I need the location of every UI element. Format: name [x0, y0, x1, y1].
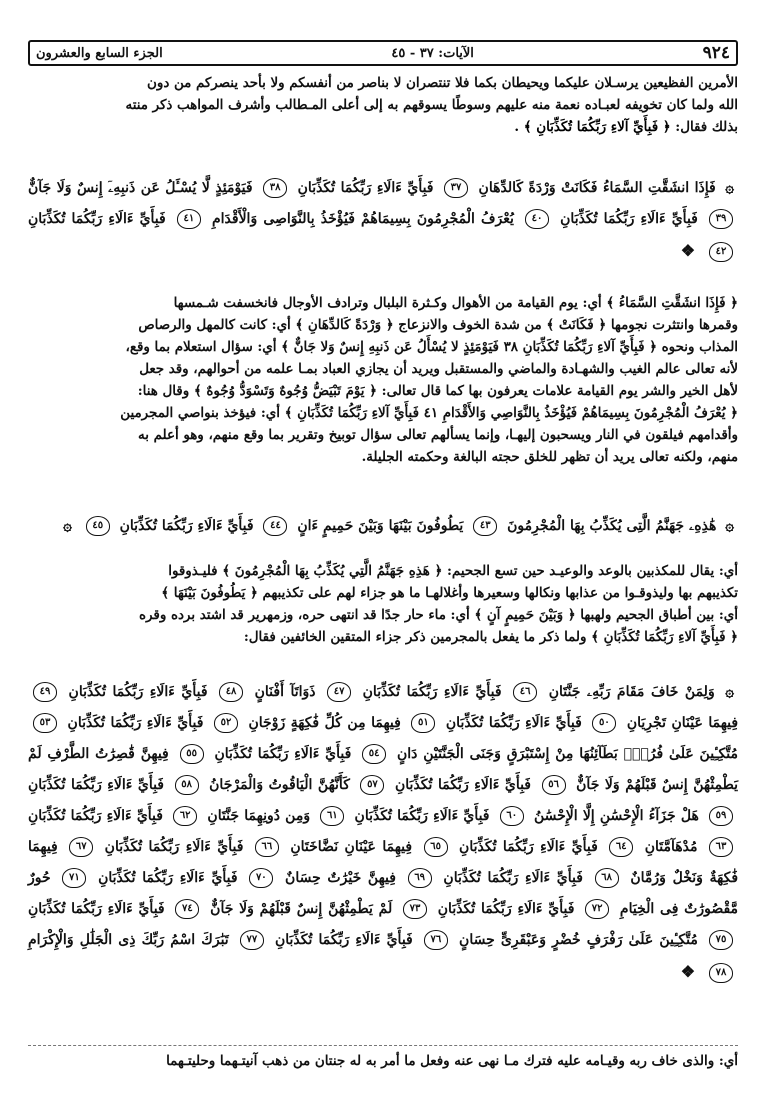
verse-number: ٥١	[411, 713, 435, 733]
ornament-diamond-icon: ❖	[680, 962, 696, 981]
verse-text: فِيهِنَّ قَٰصِرَٰتُ الطَّرْفِ لَمْ يَطْمِثْهُنَّ إِنسٌ قَبْلَهُمْ وَلَا جَآنٌّ	[28, 746, 739, 793]
juz-title: الجزء السابع والعشرون	[36, 45, 163, 61]
verse-number: ٥٨	[175, 775, 199, 795]
verse-number: ٤٠	[525, 209, 549, 229]
verses-block-3	[28, 676, 738, 989]
page-number: ٩٢٤	[702, 43, 730, 63]
tafsir-block-1	[28, 292, 738, 468]
verse-text: يُعْرَفُ الْمُجْرِمُونَ بِسِيمَاهُمْ فَيُؤْخَذُ بِالنَّوَاصِى وَالْأَقْدَامِ	[211, 211, 514, 227]
verse-number: ٥٧	[360, 775, 384, 795]
verse-text: تَبَٰرَكَ اسْمُ رَبِّكَ ذِى الْجَلَٰلِ وَالْإِكْرَامِ	[28, 932, 229, 948]
verse-text: مُتَّكِـِٔينَ عَلَىٰ فُرُشٍۭ بَطَآئِنُهَا مِنْ إِسْتَبْرَقٍ وَجَنَى الْجَنَّتَيْنِ دَانٍ	[397, 746, 738, 762]
tafsir-block-2	[28, 560, 738, 648]
verse-text: مُدْهَآمَّتَانِ	[644, 839, 698, 855]
verse-text: فَبِأَيِّ ءَالَاءِ رَبِّكُمَا تُكَذِّبَانِ	[214, 746, 352, 762]
verse-number: ٤١	[177, 209, 201, 229]
tafsir-line: أي: يقال للمكذبين بالوعد والوعيـد حين تسع الجحيم: ﴿ هَذِهِ جَهَنَّمُ الَّتِي يُكَذِّبُ بِهَا الْمُجْرِمُونَ ﴾ فليـذوقوا	[168, 563, 738, 579]
page-header	[28, 40, 738, 66]
tafsir-line: ﴿ يُعْرَفُ الْمُجْرِمُونَ بِسِيمَاهُمْ فَيُؤْخَذُ بِالنَّوَاصِي وَالأَقْدَامِ ٤١ فَبِأَيِّ آلاءِ رَبِّكُمَا تُكَذِّبَانِ ﴾ أي: فيؤخذ بنواصي المجرمين	[120, 405, 738, 421]
verse-text: فَبِأَيِّ ءَالَاءِ رَبِّكُمَا تُكَذِّبَانِ	[28, 777, 165, 793]
verse-number: ٥٤	[362, 744, 386, 764]
ornament-bracket-icon: ۞	[725, 178, 735, 196]
verse-text: فَبِأَيِّ ءَالَاءِ رَبِّكُمَا تُكَذِّبَانِ	[297, 180, 434, 196]
verse-number: ٤٤	[263, 516, 287, 536]
verse-text: فِيهِنَّ خَيْرَٰتٌ حِسَانٌ	[285, 870, 396, 886]
verse-text: حُورٌ مَّقْصُورَٰتٌ فِى الْخِيَامِ	[28, 870, 739, 917]
tafsir-line: أي: والذى خاف ربه وقيـامه عليه فترك مـا نهى عنه وفعل ما أمر به له جنتان من ذهب آنيتـهما وحليتـهما	[166, 1053, 738, 1069]
verse-number: ٧١	[62, 868, 86, 888]
verse-text: فَيَوْمَئِذٍ لَّا يُسْـَٔلُ عَن ذَنبِهِۦٓ إِنسٌ وَلَا جَآنٌّ	[28, 180, 253, 196]
tafsir-line: منهم، ولكنه تعالى يريد أن تظهر للخلق حجته البالغة وحكمته الجليلة.	[361, 449, 738, 465]
verse-text: فَبِأَيِّ ءَالَاءِ رَبِّكُمَا تُكَذِّبَانِ	[362, 684, 502, 700]
ayat-range: الآيات: ٣٧ - ٤٥	[391, 45, 474, 61]
tafsir-block-3	[28, 1050, 738, 1072]
verse-text: فَبِأَيِّ ءَالَاءِ رَبِّكُمَا تُكَذِّبَانِ	[437, 901, 575, 917]
verse-number: ٧٧	[240, 930, 264, 950]
verse-number: ٥٦	[542, 775, 566, 795]
verse-text: فِيهِمَا عَيْنَانِ نَضَّاخَتَانِ	[290, 839, 413, 855]
verse-number: ٥٩	[709, 806, 733, 826]
verse-number: ٧٤	[175, 899, 199, 919]
verse-number: ٦٢	[173, 806, 197, 826]
intro-line	[28, 116, 738, 138]
verse-text: فِيهِمَا فَٰكِهَةٌ وَنَخْلٌ وَرُمَّانٌ	[28, 839, 739, 886]
verse-number: ٦٥	[424, 837, 448, 857]
intro-line-lead: بذلك فقال:	[675, 119, 738, 135]
verse-number: ٤٩	[33, 682, 57, 702]
verse-number: ٤٧	[327, 682, 351, 702]
verse-number: ٥٥	[180, 744, 204, 764]
verse-number: ٥٣	[33, 713, 57, 733]
verse-number: ٤٦	[513, 682, 537, 702]
verse-text: فَإِذَا انشَقَّتِ السَّمَاءُ فَكَانَتْ وَرْدَةً كَالدِّهَانِ	[478, 180, 716, 196]
verse-text: فِيهِمَا مِن كُلِّ فَٰكِهَةٍ زَوْجَانِ	[248, 715, 401, 731]
verse-text: مُتَّكِـِٔينَ عَلَىٰ رَفْرَفٍ خُضْرٍ وَعَبْقَرِىٍّ حِسَانٍ	[459, 932, 698, 948]
verse-text: لَمْ يَطْمِثْهُنَّ إِنسٌ قَبْلَهُمْ وَلَا جَآنٌّ	[210, 901, 393, 917]
verse-number: ٣٧	[444, 178, 468, 198]
verse-number: ٤٨	[219, 682, 243, 702]
verse-text: فَبِأَيِّ ءَالَاءِ رَبِّكُمَا تُكَذِّبَانِ	[560, 211, 698, 227]
page	[28, 40, 738, 1090]
intro-line: الأمرين الفظيعين يرسـلان عليكما ويحيطان بكما فلا تنتصران لا بناصر من أنفسكم ولا بأحد ينصركم من دون	[147, 75, 738, 91]
verse-text: يَطُوفُونَ بَيْنَهَا وَبَيْنَ حَمِيمٍ ءَانٍ	[297, 518, 464, 534]
verse-number: ٤٣	[473, 516, 497, 536]
verse-text: هَلْ جَزَآءُ الْإِحْسَٰنِ إِلَّا الْإِحْسَٰنُ	[533, 808, 699, 824]
verse-text: وَمِن دُونِهِمَا جَنَّتَانِ	[207, 808, 311, 824]
verse-number: ٦٣	[709, 837, 733, 857]
tafsir-line: وقمرها وانتثرت نجومها ﴿ فَكَانَتْ ﴾ من شدة الخوف والانزعاج ﴿ وَرْدَةً كَالدِّهَانِ ﴾ أي: كانت كالمهل والرصاص	[138, 317, 738, 333]
verse-number: ٣٩	[709, 209, 733, 229]
verse-number: ٥٢	[214, 713, 238, 733]
tafsir-line: لأهل الخير والشر يوم القيامة علامات يعرفون بها كما قال تعالى: ﴿ يَوْمَ تَبْيَضُّ وُجُوهٌ وَتَسْوَدُّ وُجُوهٌ ﴾ وقال هنا:	[137, 383, 738, 399]
ornament-bracket-icon: ۞	[63, 516, 72, 534]
verse-text: فَبِأَيِّ ءَالَاءِ رَبِّكُمَا تُكَذِّبَانِ	[459, 839, 598, 855]
tafsir-line: أي: بين أطباق الجحيم ولهبها ﴿ وَبَيْنَ حَمِيمٍ آنٍ ﴾ أي: ماء حار جدًا قد انتهى حره، وزمهرير قد اشتد برده وقره	[139, 607, 738, 623]
verse-text: كَأَنَّهُنَّ الْيَاقُوتُ وَالْمَرْجَانُ	[209, 777, 350, 793]
verse-number: ٥٠	[592, 713, 616, 733]
verse-text: فَبِأَيِّ ءَالَاءِ رَبِّكُمَا تُكَذِّبَانِ	[28, 901, 165, 917]
verses-block-1	[28, 172, 738, 268]
verse-text: فَبِأَيِّ ءَالَاءِ رَبِّكُمَا تُكَذِّبَانِ	[28, 808, 163, 824]
verse-text: هَٰذِهِۦ جَهَنَّمُ الَّتِى يُكَذِّبُ بِهَا الْمُجْرِمُونَ	[507, 518, 717, 534]
ornament-bracket-icon: ۞	[725, 682, 735, 700]
verse-number: ٤٥	[86, 516, 110, 536]
verse-text: فَبِأَيِّ ءَالَاءِ رَبِّكُمَا تُكَذِّبَانِ	[395, 777, 532, 793]
verse-text: فَبِأَيِّ ءَالَاءِ رَبِّكُمَا تُكَذِّبَانِ	[98, 870, 238, 886]
intro-text	[28, 72, 738, 138]
verse-text: ذَوَاتَآ أَفْنَانٍ	[254, 684, 316, 700]
verse-number: ٧٨	[709, 963, 733, 983]
verse-text: فَبِأَيِّ ءَالَاءِ رَبِّكُمَا تُكَذِّبَانِ	[274, 932, 413, 948]
tafsir-line: المذاب ونحوه ﴿ فَبِأَيِّ آلاءِ رَبِّكُمَا تُكَذِّبَانِ ٣٨ فَيَوْمَئِذٍ لا يُسْأَلُ عَن ذَنبِهِ إِنسٌ وَلا جَانٌّ ﴾ أي: سؤال استعلام بما وقع،	[125, 339, 738, 355]
verse-text: فَبِأَيِّ ءَالَاءِ رَبِّكُمَا تُكَذِّبَانِ	[28, 211, 166, 227]
verse-text: فَبِأَيِّ ءَالَاءِ رَبِّكُمَا تُكَذِّبَانِ	[354, 808, 490, 824]
divider	[28, 1045, 738, 1046]
verse-text: فَبِأَيِّ ءَالَاءِ رَبِّكُمَا تُكَذِّبَانِ	[119, 518, 254, 534]
verse-text: فَبِأَيِّ ءَالَاءِ رَبِّكُمَا تُكَذِّبَانِ	[67, 715, 204, 731]
verse-number: ٧٢	[585, 899, 609, 919]
tafsir-line: تكذيبهم بها وليذوقـوا من عذابها ونكالها وسعيرها وأغلالهـا ما هو جزاء لهم على تكذيبهم ﴿ يَطُوفُونَ بَيْنَهَا ﴾	[161, 585, 738, 601]
verse-text: فَبِأَيِّ ءَالَاءِ رَبِّكُمَا تُكَذِّبَانِ	[68, 684, 208, 700]
verse-number: ٦٧	[69, 837, 93, 857]
quoted-verse: ﴿ فَبِأَيِّ آلاءِ رَبِّكُمَا تُكَذِّبَانِ ﴾ .	[514, 119, 671, 135]
verse-number: ٦١	[320, 806, 344, 826]
verse-text: فَبِأَيِّ ءَالَاءِ رَبِّكُمَا تُكَذِّبَانِ	[445, 715, 582, 731]
verse-number: ٧٥	[709, 930, 733, 950]
verse-number: ٦٨	[595, 868, 619, 888]
verses-block-2	[28, 510, 738, 542]
verse-number: ٦٦	[255, 837, 279, 857]
intro-line: الله ولما كان تخويفه لعبـاده نعمة منه عليهم وسوطًا يسوقهم به إلى أعلى المـطالب وأشرف المواهب ذكر منته	[125, 97, 738, 113]
verse-number: ٦٠	[500, 806, 524, 826]
verse-number: ٧٠	[249, 868, 273, 888]
tafsir-line: لأنه تعالى عالم الغيب والشهـادة والماضي والمستقبل ويريد أن يجازي العباد بمـا علمه من أحوالهم، وقد جعل	[139, 361, 738, 377]
verse-text: فَبِأَيِّ ءَالَاءِ رَبِّكُمَا تُكَذِّبَانِ	[104, 839, 244, 855]
verse-number: ٣٨	[263, 178, 287, 198]
tafsir-line: ﴿ فَبِأَيِّ آلاءِ رَبِّكُمَا تُكَذِّبَانِ ﴾ ولما ذكر ما يفعل بالمجرمين ذكر جزاء المتقين الخائفين فقال:	[243, 629, 738, 645]
tafsir-line: ﴿ فَإِذَا انشَقَّتِ السَّمَاءُ ﴾ أي: يوم القيامة من الأهوال وكـثرة البلبال وترادف الأوجال فانخسفت شـمسها	[173, 295, 738, 311]
verse-number: ٦٤	[609, 837, 633, 857]
verse-number: ٧٣	[403, 899, 427, 919]
verse-number: ٤٢	[709, 242, 733, 262]
verse-number: ٧٦	[424, 930, 448, 950]
tafsir-line: وأقدامهم فيلقون في النار ويسحبون إليهـا، وإنما يسألهم تعالى سؤال توبيخ وتقرير بما وقع منهم، وهو أعلم به	[138, 427, 738, 443]
verse-number: ٦٩	[408, 868, 432, 888]
ornament-diamond-icon: ❖	[680, 241, 696, 260]
ornament-bracket-icon: ۞	[725, 516, 734, 534]
verse-text: وَلِمَنْ خَافَ مَقَامَ رَبِّهِۦ جَنَّتَانِ	[548, 684, 715, 700]
verse-text: فِيهِمَا عَيْنَانِ تَجْرِيَانِ	[626, 715, 739, 731]
verse-text: فَبِأَيِّ ءَالَاءِ رَبِّكُمَا تُكَذِّبَانِ	[443, 870, 583, 886]
